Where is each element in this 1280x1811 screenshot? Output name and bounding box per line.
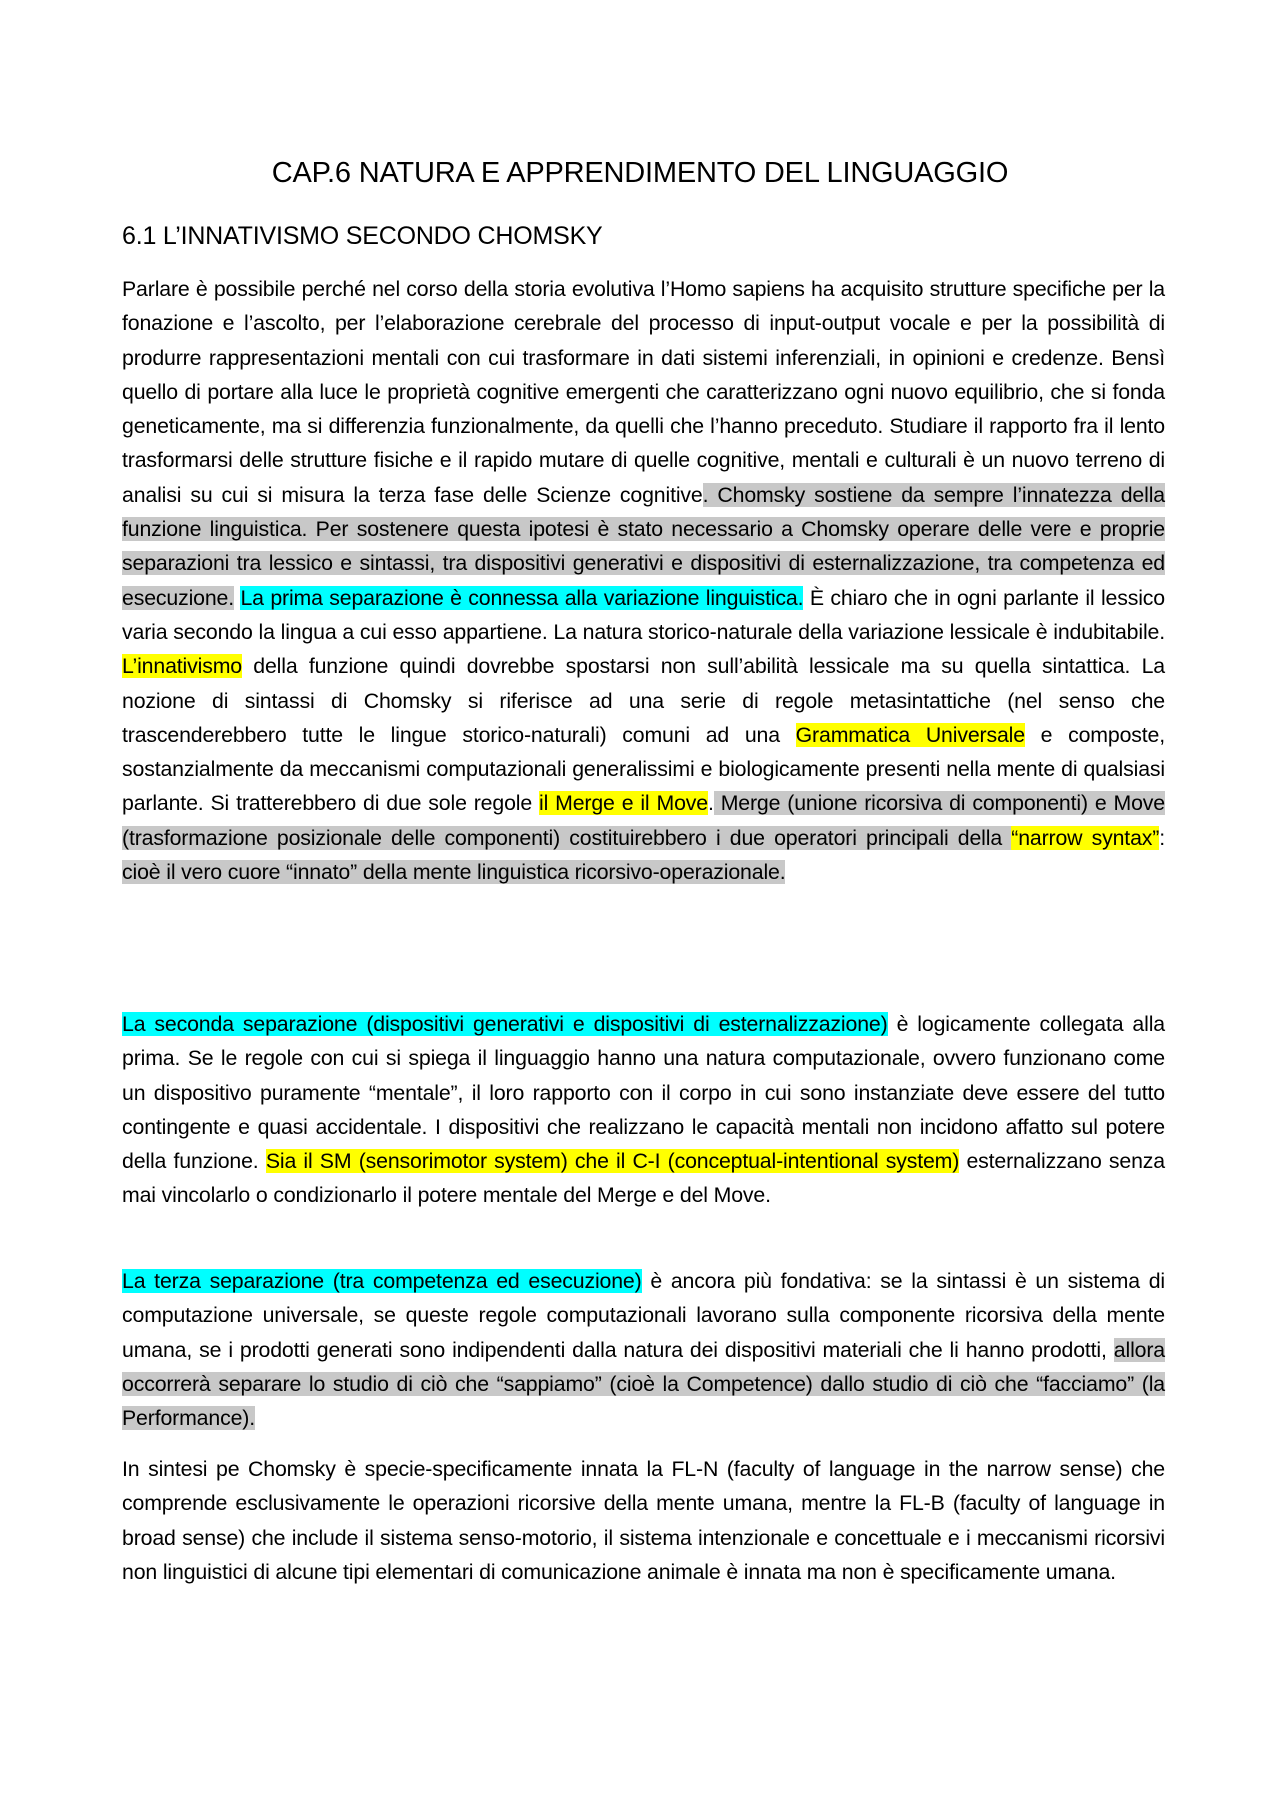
gray-highlight: cioè il vero cuore “innato” della mente linguistica ricorsivo-operazionale. <box>122 860 786 885</box>
text-run: della funzione quindi dovrebbe spostarsi non sull’abilità lessicale ma su quella sintattica. La nozione di sintassi di Chomsky si riferisce ad una serie di regole metasintattiche (nel senso che trascenderebbero tutte le lingue storico-naturali) comuni ad una <box>122 654 1165 747</box>
yellow-highlight: Grammatica Universale <box>795 722 1025 747</box>
text-run: . <box>707 791 714 816</box>
yellow-highlight: il Merge e il Move <box>539 791 708 816</box>
text-run: è logicamente collegata alla prima. Se le regole con cui si spiega il linguaggio hanno una natura computazionale, ovvero funzionano come un dispositivo puramente “mentale”, il loro rapporto con il corpo in cui sono instanziate deve essere del tutto contingente e quasi accidentale. I dispositivi che realizzano le capacità mentali non incidono affatto sul potere della funzione. <box>122 1012 1165 1174</box>
cyan-highlight: La seconda separazione (dispositivi generativi e dispositivi di esternalizzazione) <box>122 1012 888 1036</box>
text-run: In sintesi pe Chomsky è specie-specificamente innata la FL-N (faculty of language in the narrow sense) che comprende esclusivamente le operazioni ricorsive della mente umana, mentre la FL-B (faculty of language in broad sense) che include il sistema senso-motorio, il sistema intenzionale e concettuale e i meccanismi ricorsivi non linguistici di alcune tipi elementari di comunicazione animale è innata ma non è specificamente umana. <box>122 1457 1165 1584</box>
paragraph-2 <box>122 1007 1165 1213</box>
text-run: esternalizzano senza mai vincolarlo o condizionarlo il potere mentale del Merge e del Move. <box>122 1149 1165 1208</box>
text-run: e composte, sostanzialmente da meccanismi computazionali generalissimi e biologicamente presenti nella mente di qualsiasi parlante. Si tratterebbero di due sole regole <box>122 722 1165 816</box>
section-heading: 6.1 L’INNATIVISMO SECONDO CHOMSKY <box>122 222 603 250</box>
cyan-highlight: La prima separazione è connessa alla variazione linguistica. <box>240 585 804 610</box>
paragraph-4 <box>122 1452 1165 1589</box>
gray-highlight: Merge (unione ricorsiva di componenti) e Move (trasformazione posizionale delle componenti) costituirebbero i due operatori principali della <box>122 791 1165 850</box>
yellow-highlight: Sia il SM (sensorimotor system) che il C-I (conceptual-intentional system) <box>265 1149 960 1174</box>
gray-highlight: . Chomsky sostiene da sempre l’innatezza della funzione linguistica. Per sostenere questa ipotesi è stato necessario a Chomsky operare delle vere e proprie separazioni tra lessico e sintassi, tra dispositivi generativi e dispositivi di esternalizzazione, tra competenza ed esecuzione. <box>122 482 1165 610</box>
text-run: È chiaro che in ogni parlante il lessico varia secondo la lingua a cui esso appartiene. La natura storico-naturale della variazione lessicale è indubitabile. <box>122 585 1165 644</box>
yellow-highlight: “narrow syntax” <box>1011 825 1160 850</box>
text-run: è ancora più fondativa: se la sintassi è un sistema di computazione universale, se queste regole computazionali lavorano sulla componente ricorsiva della mente umana, se i prodotti generati sono indipendenti dalla natura dei dispositivi materiali che li hanno prodotti, <box>122 1269 1166 1362</box>
gray-highlight: allora occorrerà separare lo studio di ciò che “sappiamo” (cioè la Competence) dallo studio di ciò che “facciamo” (la Performance). <box>122 1337 1165 1431</box>
text-run: Parlare è possibile perché nel corso della storia evolutiva l’Homo sapiens ha acquisito strutture specifiche per la fonazione e l’ascolto, per l’elaborazione cerebrale del processo di input-output vocale e per la possibilità di produrre rappresentazioni mentali con cui trasformare in dati sistemi inferenziali, in opinioni e credenze. Bensì quello di portare alla luce le proprietà cognitive emergenti che caratterizzano ogni nuovo equilibrio, che si fonda geneticamente, ma si differenzia funzionalmente, da quelli che l’hanno preceduto. Studiare il rapporto fra il lento trasformarsi delle strutture fisiche e il rapido mutare di quelle cognitive, mentali e culturali è un nuovo terreno di analisi su cui si misura la terza fase delle Scienze cognitive <box>122 277 1165 507</box>
chapter-title: CAP.6 NATURA E APPRENDIMENTO DEL LINGUAGGIO <box>271 157 1009 189</box>
paragraph-3 <box>122 1264 1165 1435</box>
paragraph-1 <box>122 272 1165 889</box>
text-run: : <box>1159 825 1165 850</box>
cyan-highlight: La terza separazione (tra competenza ed esecuzione) <box>122 1269 642 1293</box>
yellow-highlight: L’innativismo <box>122 654 242 679</box>
